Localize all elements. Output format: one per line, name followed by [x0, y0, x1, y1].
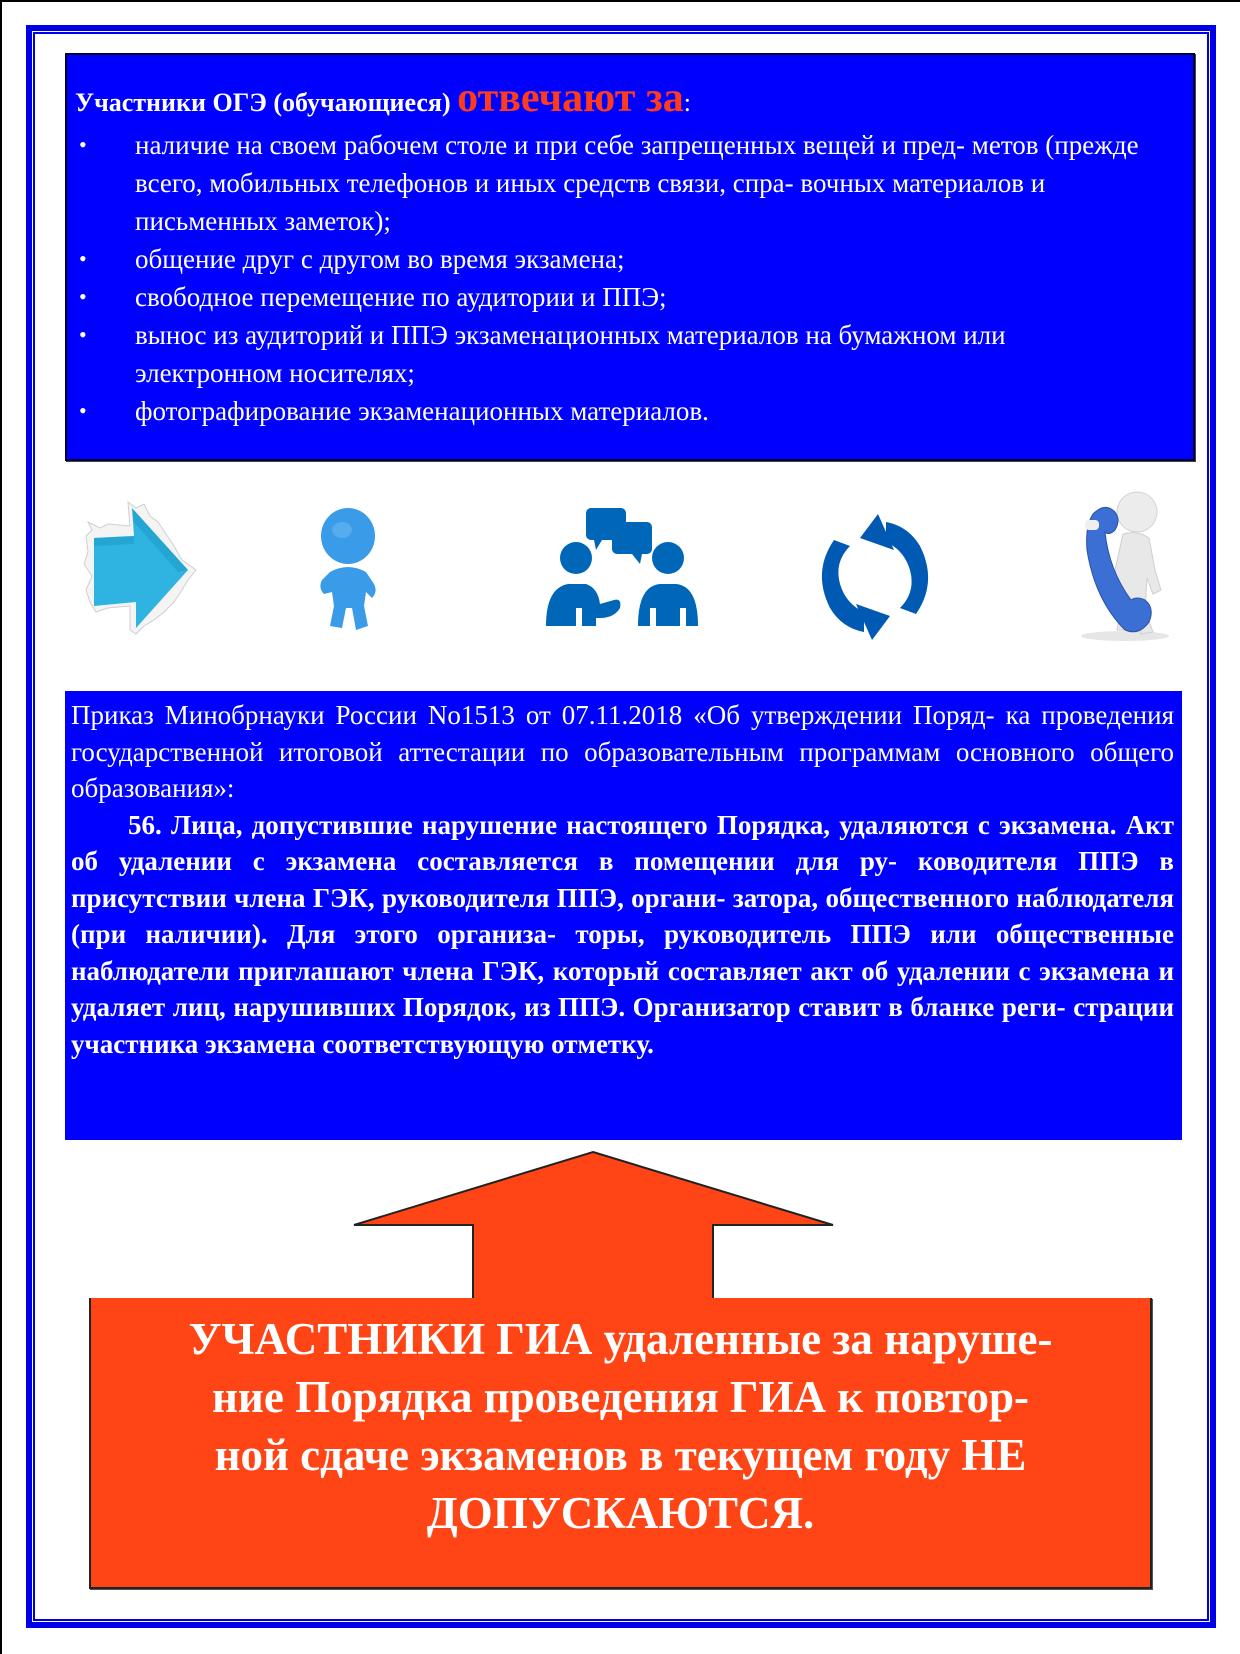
page-edge: [0, 0, 1240, 2]
responsibilities-title: [75, 75, 1193, 126]
responsibilities-box: [65, 53, 1195, 461]
title-colon: :: [683, 88, 691, 117]
torn-paper-arrow-icon: [78, 494, 202, 639]
icons-row: [60, 490, 1200, 650]
order-title: Приказ Минобрнауки России No1513 от 07.11.2018 «Об утверждении Поряд- ка проведения государственной итоговой аттестации по образовательным программам основного общего образования»:: [71, 700, 1174, 803]
warning-line: ной сдаче экзаменов в текущем году НЕ: [214, 1430, 1027, 1480]
bullet-icon: •: [79, 132, 87, 157]
up-arrow-icon: [340, 1145, 840, 1305]
warning-box: [89, 1298, 1152, 1589]
title-prefix: Участники ОГЭ (обучающиеся): [75, 88, 451, 117]
list-item-text: общение друг с другом во время экзамена;: [135, 244, 625, 274]
warning-line: УЧАСТНИКИ ГИА удаленные за наруше-: [188, 1314, 1053, 1364]
people-chat-icon: [538, 508, 722, 630]
bullet-icon: •: [79, 398, 87, 423]
list-item: [75, 392, 1193, 430]
refresh-icon: [812, 512, 938, 642]
list-item: [75, 316, 1193, 392]
bullet-icon: •: [79, 284, 87, 309]
blue-figure-icon: [312, 508, 387, 632]
warning-line: ние Порядка проведения ГИА к повтор-: [212, 1372, 1029, 1422]
list-item-text: свободное перемещение по аудитории и ППЭ;: [135, 282, 667, 312]
order-rule-56: 56. Лица, допустившие нарушение настоящего Порядка, удаляются с экзамена. Акт об удалении с экзамена составляется в помещении для ру- ководителя ППЭ в присутствии члена ГЭК, руководителя ППЭ, органи- затора, общественного наблюдателя (при наличии). Для этого организа- торы, руководитель ППЭ или общественные наблюдатели приглашают члена ГЭК, который составляет акт об удалении с экзамена и удаляет лиц, нарушивших Порядок, из ППЭ. Организатор ставит в бланке реги- страции участника экзамена соответствующую отметку.: [71, 809, 1174, 1059]
title-accent: отвечают за: [457, 75, 684, 121]
order-excerpt-box: [65, 691, 1182, 1140]
list-item-text: вынос из аудиторий и ППЭ экзаменационных материалов на бумажном или электронном носителях;: [135, 320, 1006, 388]
list-item-text: фотографирование экзаменационных материалов.: [135, 396, 709, 426]
list-item: [75, 240, 1193, 278]
warning-line: ДОПУСКАЮТСЯ.: [426, 1488, 815, 1538]
list-item: [75, 126, 1193, 240]
bullet-icon: •: [79, 246, 87, 271]
list-item: [75, 278, 1193, 316]
phone-figure-icon: [1075, 490, 1175, 642]
page-edge: [0, 0, 2, 1654]
responsibilities-list: [75, 126, 1193, 430]
list-item-text: наличие на своем рабочем столе и при себе запрещенных вещей и пред- метов (прежде всего, мобильных телефонов и иных средств связи, спра- вочных материалов и письменных заметок);: [135, 130, 1139, 236]
bullet-icon: •: [79, 322, 87, 347]
